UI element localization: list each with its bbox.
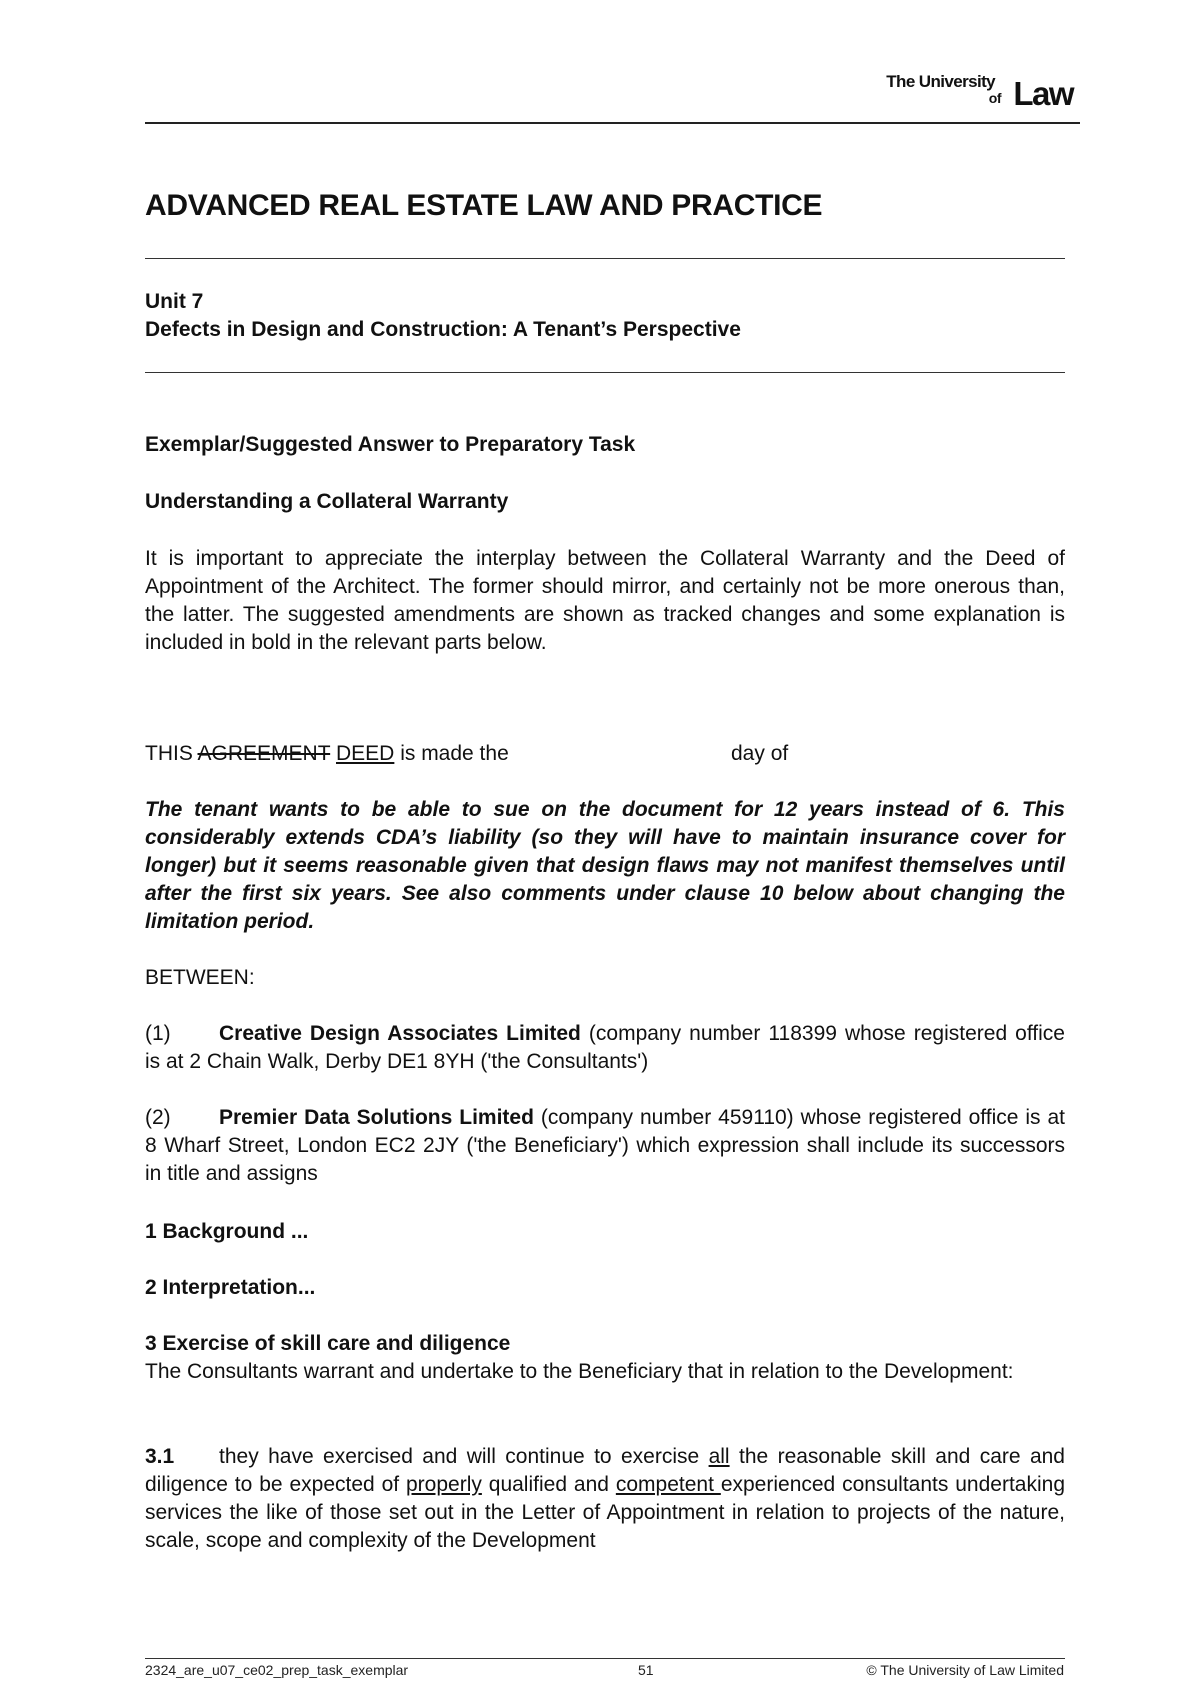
party-2: [145, 1104, 1065, 1188]
clause-3-1-number: 3.1: [145, 1445, 175, 1468]
section-heading-exemplar: Exemplar/Suggested Answer to Preparatory Task: [145, 433, 636, 456]
clause-3-1-text-d: experienced consultants undertaking services the like of those set out in the Letter of Appointment in relation to projects of the nature, scale, scope and complexity of the Development: [145, 1473, 1065, 1552]
footer-copyright: © The University of Law Limited: [866, 1662, 1064, 1678]
between-label: BETWEEN:: [145, 966, 255, 989]
clause-3-1-text-b: the reasonable skill and care and diligence to be expected of: [145, 1445, 1065, 1496]
agreement-made: is made the: [394, 742, 509, 765]
clause-3-heading: 3 Exercise of skill care and diligence: [145, 1332, 511, 1355]
logo-line-3: Law: [1013, 75, 1073, 112]
header-rule: [145, 122, 1080, 124]
clause-3-1-text-c: qualified and: [481, 1473, 616, 1496]
university-logo: [843, 70, 1073, 112]
document-title: ADVANCED REAL ESTATE LAW AND PRACTICE: [145, 189, 823, 222]
agreement-this: THIS: [145, 742, 198, 765]
inserted-text-competent: competent: [615, 1473, 721, 1496]
unit-subtitle: Defects in Design and Construction: A Tenant’s Perspective: [145, 318, 741, 341]
party-2-details: (company number 459110) whose registered office is at 8 Wharf Street, London EC2 2JY ('the Beneficiary') which expression shall include its successors in title and assigns: [145, 1106, 1065, 1185]
intro-paragraph: It is important to appreciate the interplay between the Collateral Warranty and the Deed of Appointment of the Architect. The former should mirror, and certainly not be more onerous than, the latter. The suggested amendments are shown as tracked changes and some explanation is included in bold in the relevant parts below.: [145, 547, 1065, 654]
unit-label: Unit 7: [145, 290, 204, 313]
party-1: [145, 1020, 1065, 1076]
party-1-name: Creative Design Associates Limited: [219, 1022, 581, 1045]
clause-3-1-text-a: they have exercised and will continue to exercise: [219, 1445, 709, 1468]
party-1-details: (company number 118399 whose registered office is at 2 Chain Walk, Derby DE1 8YH ('the Consultants'): [145, 1022, 1065, 1073]
logo-line-2: of: [988, 90, 1001, 106]
deleted-text: AGREEMENT: [197, 742, 331, 765]
inserted-text-all: all: [708, 1445, 730, 1468]
tenant-comment: The tenant wants to be able to sue on the document for 12 years instead of 6. This considerably extends CDA’s liability (so they will have to maintain insurance cover for longer) but it seems reasonable given that design flaws may not manifest themselves until after the first six years. See also comments under clause 10 below about changing the limitation period.: [145, 798, 1065, 933]
clause-3-1: [145, 1443, 1065, 1555]
agreement-day-of: day of: [731, 742, 789, 765]
footer-rule: [145, 1658, 1065, 1659]
logo-line-1: The University: [886, 72, 995, 91]
inserted-text: DEED: [336, 742, 395, 765]
section-heading-warranty: Understanding a Collateral Warranty: [145, 490, 509, 513]
inserted-text-properly: properly: [406, 1473, 482, 1496]
clause-3-text: The Consultants warrant and undertake to the Beneficiary that in relation to the Development:: [145, 1360, 1014, 1383]
clause-1-heading: 1 Background ...: [145, 1220, 309, 1243]
party-2-name: Premier Data Solutions Limited: [219, 1106, 534, 1129]
subtitle-divider: [145, 372, 1065, 373]
party-2-number: (2): [145, 1106, 171, 1129]
clause-2-heading: 2 Interpretation...: [145, 1276, 316, 1299]
party-1-number: (1): [145, 1022, 171, 1045]
footer-code: 2324_are_u07_ce02_prep_task_exemplar: [145, 1662, 409, 1678]
page-number: 51: [638, 1662, 654, 1678]
title-divider: [145, 258, 1065, 259]
agreement-line: [145, 740, 1065, 768]
